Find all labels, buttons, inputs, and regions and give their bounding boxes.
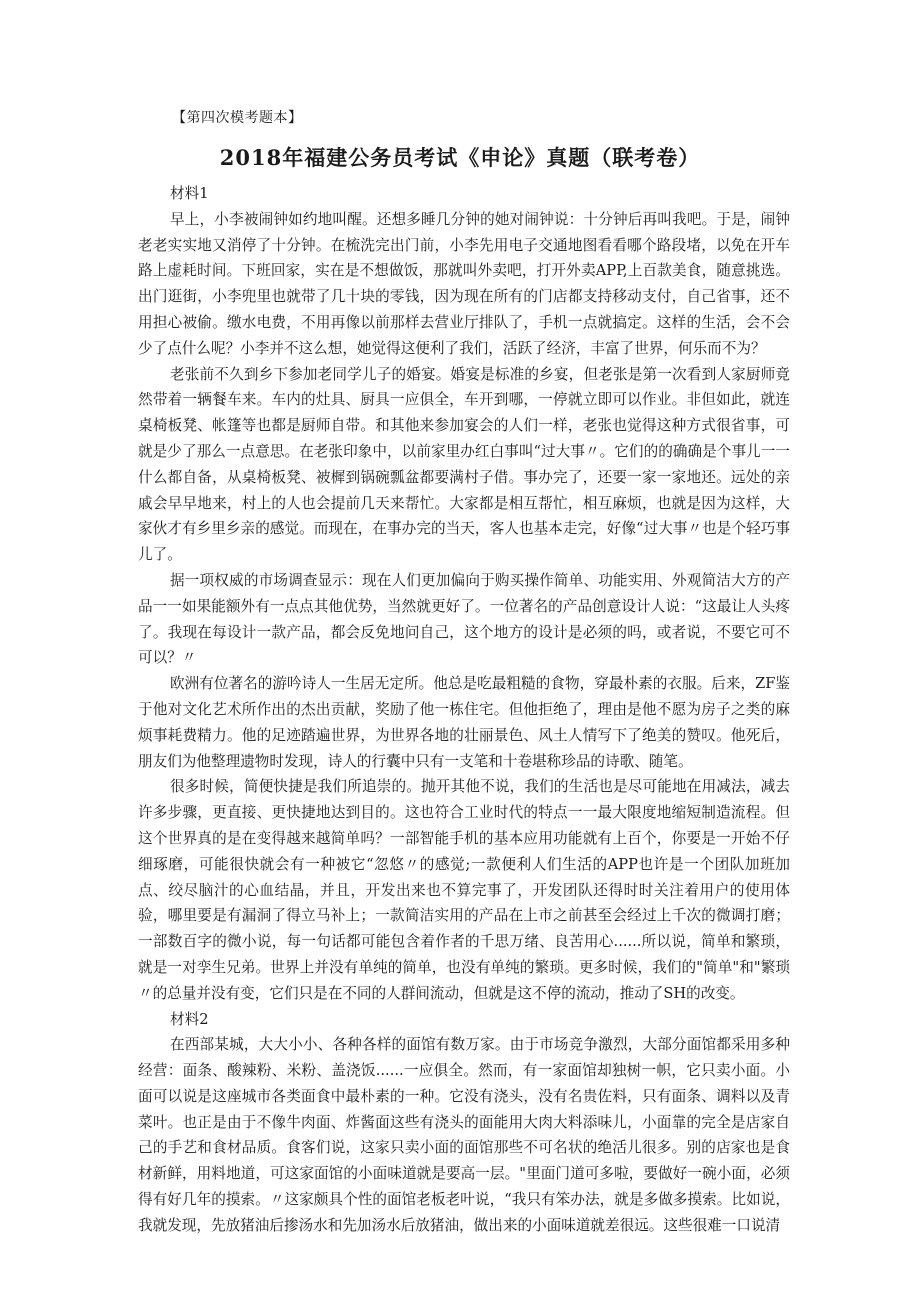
document-body xyxy=(138,181,790,1239)
exam-tag: 【第四次模考题本】 xyxy=(172,110,303,126)
material-2-heading: 材料2 xyxy=(170,1010,209,1028)
paragraph: 很多时候，简便快捷是我们所追崇的。抛开其他不说，我们的生活也是尽可能地在用减法，减去许多步骤，更直接、更快捷地达到目的。这也符合工业时代的特点一一最大限度地缩短制造流程。但这个世界真的是在变得越来越简单吗？一部智能手机的基本应用功能就有上百个，你要是一开始不仔细琢磨，可能很快就会有一种被它“忽悠〃的感觉;一款便利人们生活的APP也许是一个团队加班加点、绞尽脑汁的心血结晶，并且，开发出来也不算完事了，开发团队还得时时关注着用户的使用体验，哪里要是有漏洞了得立马补上；一款简洁实用的产品在上市之前甚至会经过上千次的微调打磨；一部数百字的微小说，每一句话都可能包含着作者的千思万绪、良苦用心......所以说，简单和繁琐，就是一对孪生兄弟。世界上并没有单纯的简单，也没有单纯的繁琐。更多时候，我们的"简单"和"繁琐〃的总量并没有变，它们只是在不同的人群间流动，但就是这不停的流动，推动了SH的改变。 xyxy=(138,778,790,1002)
paragraph: 老张前不久到乡下参加老同学儿子的婚宴。婚宴是标准的乡宴，但老张是第一次看到人家厨师竟然带着一辆餐车来。车内的灶具、厨具一应俱全，车开到哪，一停就立即可以作业。非但如此，就连桌椅板凳、帐篷等也都是厨师自带。和其他来参加宴会的人们一样，老张也觉得这种方式很省事，可就是少了那么一点意思。在老张印象中，以前家里办红白事叫“过大事〃。它们的的确确是个事儿一一什么都自备，从桌椅板凳、被樨到锅碗瓢盆都要满村子借。事办完了，还要一家一家地还。远处的亲戚会早早地来，村上的人也会提前几天来帮忙。大家都是相互帮忙，相互麻烦，也就是因为这样，大家伙才有乡里乡亲的感觉。而现在，在事办完的当天，客人也基本走完，好像“过大事〃也是个轻巧事儿了。 xyxy=(138,365,790,564)
paragraph: 在西部某城，大大小小、各种各样的面馆有数万家。由于市场竞争激烈，大部分面馆都采用多种经营：面条、酸辣粉、米粉、盖浇饭......一应俱全。然而，有一家面馆却独树一帜，它只卖小面。小面可以说是这座城市各类面食中最朴素的一种。它没有浇头，没有名贵佐料，只有面条、调料以及青菜叶。也正是由于不像牛肉面、炸酱面这些有浇头的面能用大肉大料添味儿，小面靠的完全是店家自己的手艺和食材品质。食客们说，这家只卖小面的面馆那些不可名状的绝活儿很多。别的店家也是食材新鲜，用料地道，可这家面馆的小面味道就是要高一层。"里面门道可多啦，要做好一碗小面，必须得有好几年的摸索。〃这家颇具个性的面馆老板老叶说，“我只有笨办法，就是多做多摸索。比如说，我就发现，先放猪油后掺汤水和先加汤水后放猪油，做出来的小面味道就差很远。这些很难一口说清 xyxy=(138,1036,790,1234)
page-title: 2018年福建公务员考试《申论》真题（联考卷） xyxy=(219,145,701,170)
paragraph: 欧洲有位著名的游吟诗人一生居无定所。他总是吃最粗糙的食物，穿最朴素的衣服。后来，ZF鉴于他对文化艺术所作出的杰出贡献，奖励了他一栋住宅。但他拒绝了，理由是他不愿为房子之类的麻烦事耗费精力。他的足迹踏遍世界，为世界各地的壮丽景色、风土人情写下了绝美的赞叹。他死后，朋友们为他整理遗物时发现，诗人的行囊中只有一支笔和十卷堪称珍品的诗歌、随笔。 xyxy=(138,675,790,770)
paragraph: 早上，小李被闹钟如约地叫醒。还想多睡几分钟的她对闹钟说：十分钟后再叫我吧。于是，闹钟老老实实地又消停了十分钟。在梳洗完出门前，小李先用电子交通地图看看哪个路段堵，以免在开车路上虚耗时间。下班回家，实在是不想做饭，那就叫外卖吧，打开外卖APP,上百款美食，随意挑选。出门逛街，小李兜里也就带了几十块的零钱，因为现在所有的门店都支持移动支付，自己省事，还不用担心被偷。缴水电费，不用再像以前那样去营业厅排队了，手机一点就搞定。这样的生活，会不会少了点什么呢？小李并不这么想，她觉得这便利了我们，活跃了经济，丰富了世界，何乐而不为？ xyxy=(138,210,790,357)
paragraph: 据一项权威的市场调查显示：现在人们更加偏向于购买操作简单、功能实用、外观简洁大方的产品一一如果能额外有一点点其他优势，当然就更好了。一位著名的产品创意设计人说：“这最让人头疼了。我现在每设计一款产品，都会反免地问自己，这个地方的设计是必须的吗，或者说，不要它可不可以？〃 xyxy=(138,571,790,667)
material-1-heading: 材料1 xyxy=(170,185,209,202)
